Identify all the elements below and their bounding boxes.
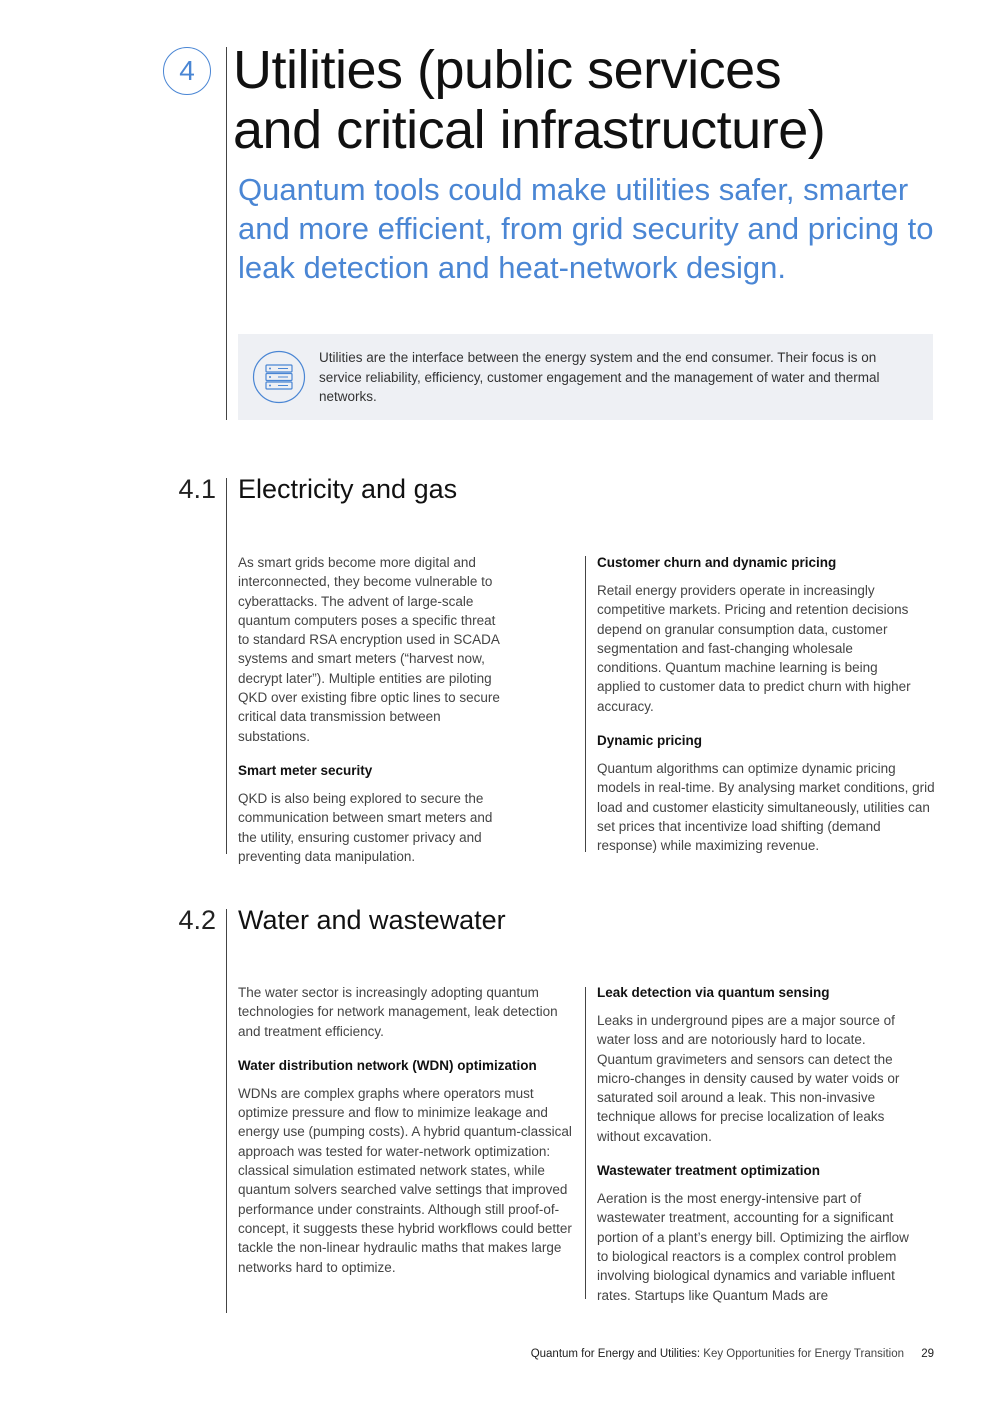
subheading: Smart meter security [238,762,373,778]
column-divider [585,556,586,852]
paragraph: Retail energy providers operate in increasingly competitive markets. Pricing and retention decisions depend on granular consumption data, customer segmentation and fast-changing wholesale conditions. Quantum machine learning is being applied to customer data to predict churn with higher accuracy. [597,583,911,714]
subheading: Customer churn and dynamic pricing [597,555,837,570]
column-divider [585,987,586,1299]
page-footer [531,1346,934,1362]
section-number: 4.1 [178,474,216,504]
footer-title-bold: Quantum for Energy and Utilities: [530,1348,701,1360]
paragraph: QKD is also being explored to secure the communication between smart meters and the utility, ensuring customer privacy and preventing data manipulation. [238,790,493,864]
callout-text: Utilities are the interface between the energy system and the end consumer. Their focus is on service reliability, efficiency, customer engagement and the management of water and thermal networks. [319,350,880,404]
subheading: Leak detection via quantum sensing [597,985,830,1000]
section-intro: As smart grids become more digital and interconnected, they become vulnerable to cyberattacks. The advent of large-scale quantum computers poses a specific threat to standard RSA encryption used in SCADA systems and smart meters (“harvest now, decrypt later”). Multiple entities are piloting QKD over existing fibre optic lines to secure critical data transmission between substations. [238,555,500,744]
paragraph: Leaks in underground pipes are a major source of water loss and are notoriously hard to locate. Quantum gravimeters and sensors can detect the micro-changes in density caused by water voids or saturated soil around a leak. This non-invasive technique allows for precise localization of leaks without excavation. [597,1013,900,1144]
chapter-subtitle: Quantum tools could make utilities safer, smarter and more efficient, from grid security and pricing to leak detection and heat-network design. [238,172,934,285]
paragraph: Quantum algorithms can optimize dynamic pricing models in real-time. By analysing market conditions, grid load and customer elasticity simultaneously, utilities can set prices that incentivize load shifting (demand response) while maximizing revenue. [597,761,935,854]
subheading: Wastewater treatment optimization [597,1163,821,1179]
section-intro: The water sector is increasingly adopting quantum technologies for network management, leak detection and treatment efficiency. [238,985,558,1039]
chapter-title [233,40,953,160]
section-divider [226,478,227,854]
section-title: Electricity and gas [238,474,458,504]
section-right-column [597,983,919,1305]
section-left-column [238,553,508,866]
paragraph: WDNs are complex graphs where operators must optimize pressure and flow to minimize leakage and energy use (pumping costs). A hybrid quantum-classical approach was tested for water-network optimization: classical simulation estimated network states, while quantum solvers searched valve settings that improved performance under constraints. Although still proof-of-concept, it suggests these hybrid workflows could better tackle the non-linear hydraulic maths that makes large networks hard to optimize. [238,1085,572,1275]
page-number: 29 [921,1348,934,1360]
footer-title-rest: Key Opportunities for Energy Transition [703,1348,904,1360]
section-right-column [597,553,935,856]
subheading: Water distribution network (WDN) optimization [238,1057,537,1073]
intro-callout [238,334,933,420]
chapter-title-line1: Utilities (public services [233,40,782,100]
paragraph: Aeration is the most energy-intensive part of wastewater treatment, accounting for a significant portion of a plant’s energy bill. Optimizing the airflow to biological reactors is a complex control problem involving biological dynamics and variable influent rates. Startups like Quantum Mads are [597,1191,909,1303]
section-divider [226,909,227,1313]
subheading: Dynamic pricing [597,733,703,749]
server-rack-icon [252,350,306,404]
chapter-title-line2: and critical infrastructure) [233,100,826,160]
chapter-number-badge: 4 [163,47,211,95]
chapter-divider [226,47,227,420]
section-left-column [238,983,578,1277]
section-title: Water and wastewater [238,905,506,935]
section-number: 4.2 [178,905,216,935]
